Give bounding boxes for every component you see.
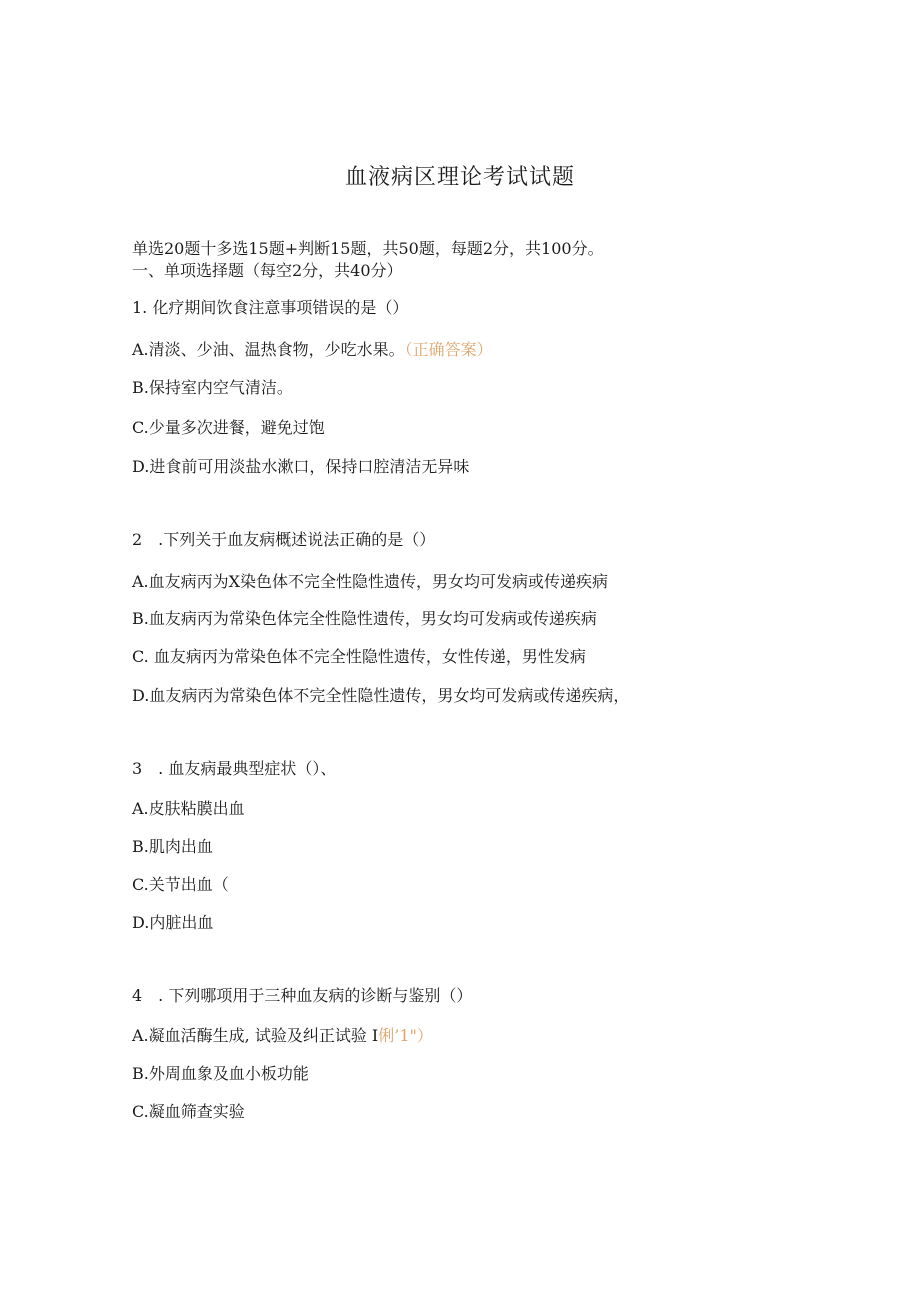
question-4-option-c: C.凝血筛查实验 — [132, 1102, 245, 1121]
question-2-option-b: B.血友病丙为常染色体完全性隐性遗传，男女均可发病或传递疾病 — [132, 609, 597, 628]
question-3-option-b: B.肌肉出血 — [132, 837, 213, 856]
option-text: A.清淡、少油、温热食物，少吃水果。 — [132, 340, 405, 359]
question-2-option-a: A.血友病丙为X染色体不完全性隐性遗传，男女均可发病或传递疾病 — [132, 572, 609, 591]
question-1-option-c: C.少量多次进餐，避免过饱 — [132, 418, 325, 437]
answer-mark: 俐’1"） — [378, 1026, 433, 1045]
question-4-option-b: B.外周血象及血小板功能 — [132, 1064, 309, 1083]
exam-intro: 单选20题十多选15题+判断15题，共50题，每题2分，共100分。 — [132, 239, 604, 258]
question-3-option-a: A.皮肤粘膜出血 — [132, 799, 245, 818]
question-2-option-c: C. 血友病丙为常染色体不完全性隐性遗传，女性传递，男性发病 — [132, 647, 586, 666]
question-1-option-b: B.保持室内空气清洁。 — [132, 378, 293, 397]
question-1-option-d: D.进食前可用淡盐水漱口，保持口腔清洁无异味 — [132, 457, 470, 476]
question-2-stem: 2 .下列关于血友病概述说法正确的是（） — [132, 530, 436, 549]
question-3-option-c: C.关节出血（ — [132, 875, 229, 894]
question-2-option-d: D.血友病丙为常染色体不完全性隐性遗传，男女均可发病或传递疾病， — [132, 686, 630, 705]
document-title: 血液病区理论考试试题 — [344, 165, 575, 190]
correct-answer-mark: （正确答案） — [404, 340, 493, 359]
question-3-option-d: D.内脏出血 — [132, 913, 214, 932]
section-heading: 一、单项选择题（每空2分，共40分） — [132, 261, 403, 280]
question-4-option-a — [132, 1025, 433, 1047]
question-1-option-a — [132, 339, 493, 361]
question-4-stem: 4 . 下列哪项用于三种血友病的诊断与鉴别（） — [132, 986, 473, 1005]
question-1-stem: 1. 化疗期间饮食注意事项错误的是（） — [132, 298, 409, 317]
question-3-stem: 3 . 血友病最典型症状（）、 — [132, 759, 337, 778]
option-text: A.凝血活酶生成, 试验及纠正试验 I — [132, 1026, 379, 1045]
